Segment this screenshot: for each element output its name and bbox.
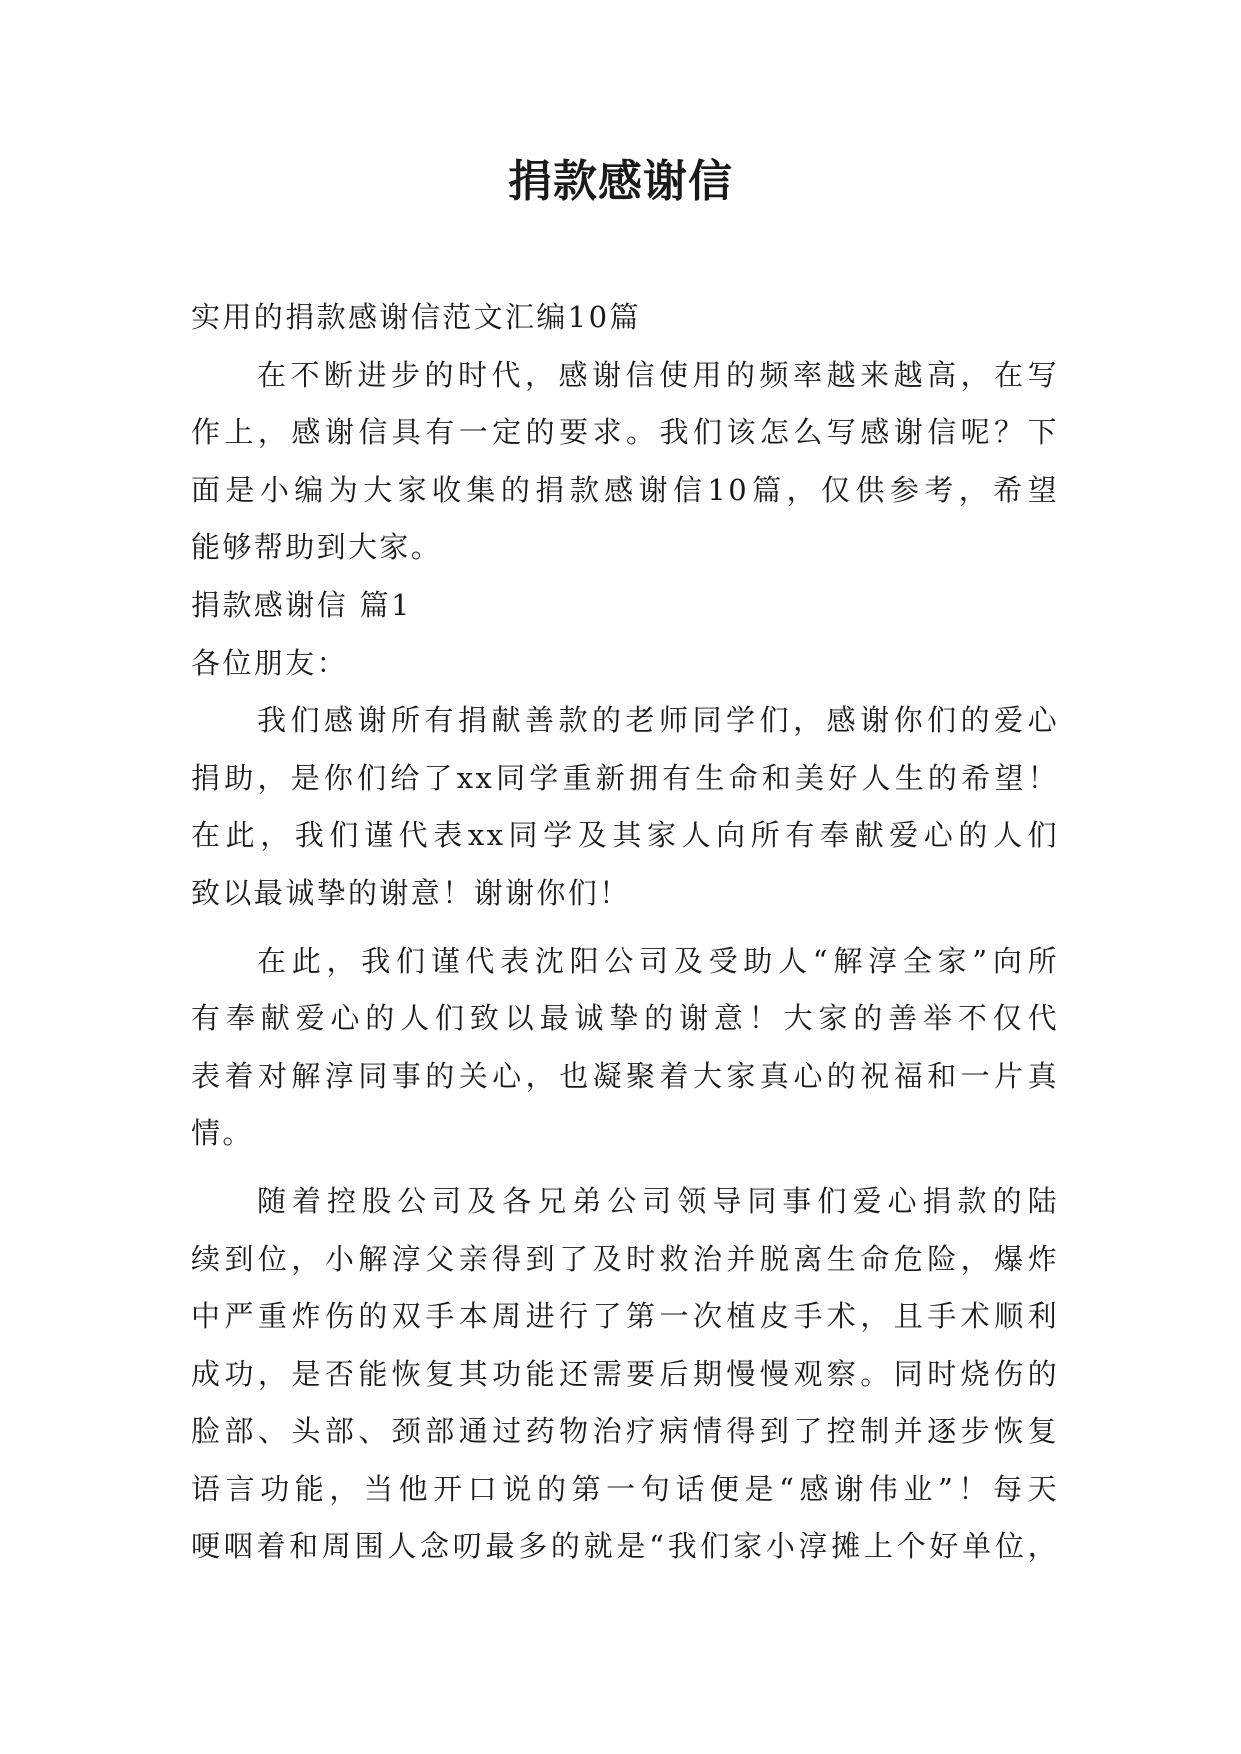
paragraph-line: 脸部、头部、颈部通过药物治疗病情得到了控制并逐步恢复	[191, 1414, 1059, 1449]
paragraph-line: 面是小编为大家收集的捐款感谢信10篇，仅供参考，希望	[191, 472, 1059, 507]
paragraph-line: 在此，我们谨代表xx同学及其家人向所有奉献爱心的人们	[191, 818, 1059, 853]
paragraph-line: 在不断进步的时代，感谢信使用的频率越来越高，在写	[257, 357, 1059, 392]
paragraph-line: 致以最诚挚的谢意！谢谢你们！	[191, 875, 631, 910]
paragraph-line: 成功，是否能恢复其功能还需要后期慢慢观察。同时烧伤的	[191, 1356, 1059, 1391]
paragraph-line: 哽咽着和周围人念叨最多的就是“我们家小淳摊上个好单位，	[191, 1529, 1059, 1564]
paragraph-line: 捐助，是你们给了xx同学重新拥有生命和美好人生的希望！	[191, 760, 1059, 795]
section-heading: 捐款感谢信 篇1	[191, 587, 412, 622]
paragraph-line: 表着对解淳同事的关心，也凝聚着大家真心的祝福和一片真	[191, 1058, 1059, 1093]
document-body	[191, 289, 1059, 1576]
paragraph-line: 语言功能，当他开口说的第一句话便是“感谢伟业”！每天	[191, 1471, 1059, 1506]
paragraph-line: 随着控股公司及各兄弟公司领导同事们爱心捐款的陆	[257, 1183, 1059, 1218]
paragraph-line: 续到位，小解淳父亲得到了及时救治并脱离生命危险，爆炸	[191, 1241, 1059, 1276]
paragraph-line: 有奉献爱心的人们致以最诚挚的谢意！大家的善举不仅代	[191, 1001, 1059, 1036]
paragraph-line: 在此，我们谨代表沈阳公司及受助人“解淳全家”向所	[257, 943, 1059, 978]
paragraph-line: 中严重炸伤的双手本周进行了第一次植皮手术，且手术顺利	[191, 1299, 1059, 1334]
subtitle-line: 实用的捐款感谢信范文汇编10篇	[191, 300, 641, 334]
paragraph-line: 作上，感谢信具有一定的要求。我们该怎么写感谢信呢？下	[191, 415, 1059, 450]
document-title: 捐款感谢信	[508, 156, 733, 207]
paragraph-line: 情。	[191, 1116, 254, 1151]
salutation-line: 各位朋友：	[191, 645, 349, 680]
paragraph-line: 我们感谢所有捐献善款的老师同学们，感谢你们的爱心	[257, 703, 1059, 738]
paragraph-line: 能够帮助到大家。	[191, 530, 443, 565]
